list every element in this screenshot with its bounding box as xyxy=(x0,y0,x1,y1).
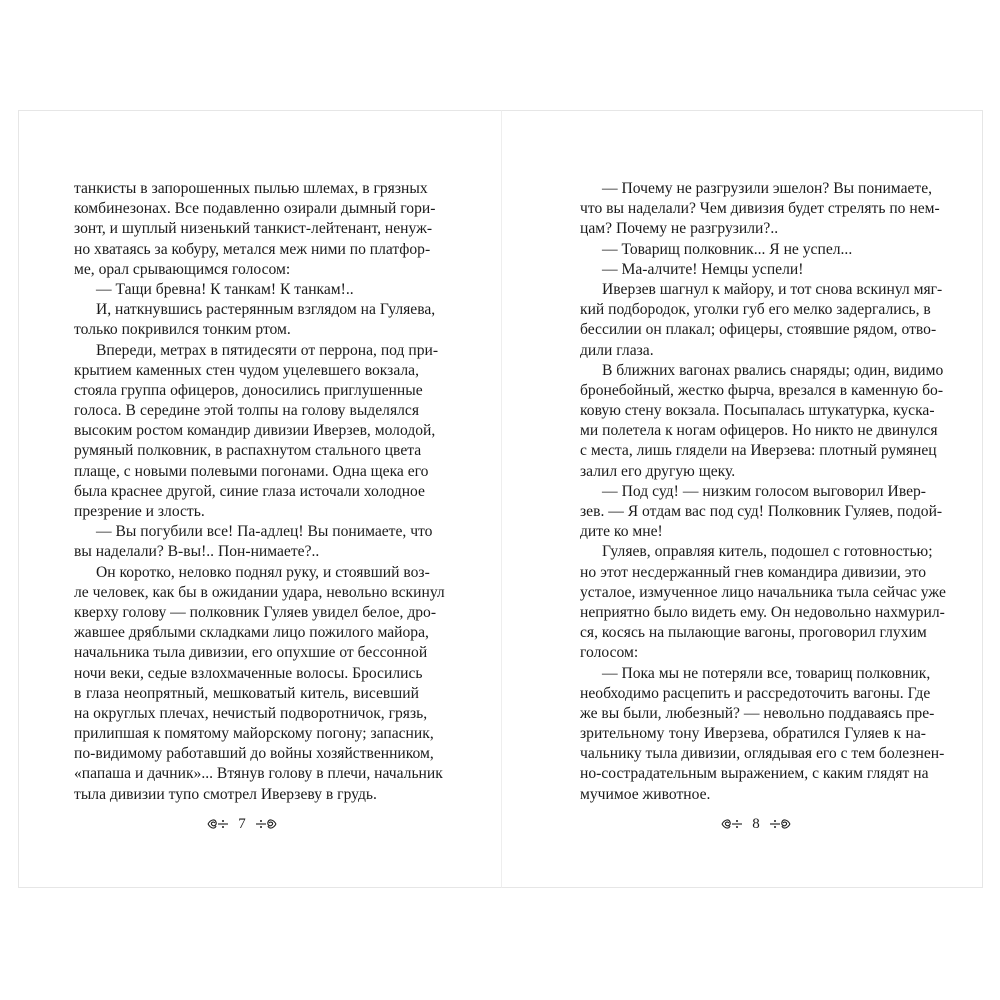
text-line: дили глаза. xyxy=(580,341,654,359)
text-line: начальника тыла дивизии, его опухшие от бессонной xyxy=(74,644,428,662)
text-line: была краснее другой, синие глаза источали холодное xyxy=(74,482,425,500)
text-line: необходимо расцепить и рассредоточить вагоны. Где xyxy=(580,684,931,702)
text-line: неприятно было видеть ему. Он недовольно нахмурил- xyxy=(580,603,945,621)
text-line: стояла группа офицеров, доносились приглушенные xyxy=(74,381,423,399)
text-line: с места, лишь глядели на Иверзева: плотный румянец xyxy=(580,442,937,460)
text-line: прилипшая к помятому майорскому погону; запасник, xyxy=(74,725,434,743)
text-line: — Товарищ полковник... Я не успел... xyxy=(602,240,853,258)
text-line: комбинезонах. Все подавленно озирали дымный гори- xyxy=(74,200,436,218)
text-line: Иверзев шагнул к майору, и тот снова вскинул мяг- xyxy=(602,280,943,298)
text-line: бронебойный, жестко фырча, врезался в каменную бо- xyxy=(580,381,944,399)
text-line: — Под суд! — низким голосом выговорил Ивер- xyxy=(602,482,926,500)
text-line: ковую стену вокзала. Посыпалась штукатурка, куска- xyxy=(580,402,935,420)
ornament-left-icon xyxy=(206,817,230,831)
text-line: танкисты в запорошенных пылью шлемах, в грязных xyxy=(74,180,428,197)
text-line: но-сострадательным выражением, с каким глядят на xyxy=(580,765,929,783)
text-line: ме, орал срывающимся голосом: xyxy=(74,260,291,278)
text-line: чальнику тыла дивизии, оглядывая его с тем болезнен- xyxy=(580,745,945,763)
text-line: зев. — Я отдам вас под суд! Полковник Гуляев, подой- xyxy=(580,503,943,520)
text-line: жавшее дряблыми складками лицо пожилого майора, xyxy=(74,624,429,642)
text-line: Впереди, метрах в пятидесяти от перрона, под при- xyxy=(96,341,439,359)
text-line: кверху голову — полковник Гуляев увидел белое, дро- xyxy=(74,603,437,621)
text-line: зрительному тону Иверзева, обратился Гуляев к на- xyxy=(580,725,926,743)
text-line: — Тащи бревна! К танкам! К танкам!.. xyxy=(96,280,354,298)
text-line: тыла дивизии тупо смотрел Иверзеву в грудь. xyxy=(74,785,377,803)
page-number: 7 xyxy=(238,815,246,832)
text-line: бессилии он плакал; офицеры, стоявшие рядом, отво- xyxy=(580,321,937,339)
page-number-left xyxy=(207,813,277,835)
ornament-right-icon xyxy=(768,817,792,831)
text-line: «папаша и дачник»... Втянув голову в плечи, начальник xyxy=(74,765,443,783)
text-line: зонт, и шуплый низенький танкист-лейтенант, ненуж- xyxy=(74,220,433,238)
right-page-text xyxy=(580,179,946,805)
text-line: крытием каменных стен чудом уцелевшего вокзала, xyxy=(74,361,419,379)
text-line: но этот несдержанный гнев командира дивизии, это xyxy=(580,563,926,581)
text-line: кий подбородок, уголки губ его мелко задергались, в xyxy=(580,301,931,319)
text-line: в глаза неопрятный, мешковатый китель, висевший xyxy=(74,684,419,702)
page-number-right xyxy=(720,813,792,835)
text-line: — Пока мы не потеряли все, товарищ полковник, xyxy=(602,664,931,682)
text-line: Он коротко, неловко поднял руку, и стоявший воз- xyxy=(96,563,430,581)
text-line: залил его другую щеку. xyxy=(580,462,736,480)
text-line: голосом: xyxy=(580,644,639,662)
text-line: И, наткнувшись растерянным взглядом на Гуляева, xyxy=(96,301,436,319)
ornament-left-icon xyxy=(720,817,744,831)
text-line: плаще, с новыми полевыми погонами. Одна щека его xyxy=(74,462,429,480)
text-line: ночи веки, седые взлохмаченные волосы. Бросились xyxy=(74,664,423,682)
text-line: ся, косясь на пылающие вагоны, проговорил глухим xyxy=(580,624,927,642)
text-line: высоким ростом командир дивизии Иверзев, молодой, xyxy=(74,422,436,440)
text-line: только покривился тонким ртом. xyxy=(74,321,291,339)
text-line: — Ма-алчите! Немцы успели! xyxy=(602,260,804,278)
text-line: вы наделали? В-вы!.. Пон-нимаете?.. xyxy=(74,543,320,561)
text-line: же вы были, любезный? — невольно поддаваясь пре- xyxy=(580,704,935,722)
ornament-right-icon xyxy=(254,817,278,831)
text-line: цам? Почему не разгрузили?.. xyxy=(580,220,779,238)
text-line: но хватаясь за кобуру, метался меж ними по платфор- xyxy=(74,240,431,258)
text-line: Гуляев, оправляя китель, подошел с готовностью; xyxy=(602,543,933,561)
text-line: — Почему не разгрузили эшелон? Вы понимаете, xyxy=(602,180,933,197)
left-page-text xyxy=(74,179,445,805)
text-line: голоса. В середине этой толпы на голову выделялся xyxy=(74,402,419,420)
text-line: В ближних вагонах рвались снаряды; один, видимо xyxy=(602,361,944,379)
text-line: усталое, измученное лицо начальника тыла сейчас уже xyxy=(580,583,946,601)
text-line: — Вы погубили все! Па-адлец! Вы понимаете, что xyxy=(96,523,433,541)
text-line: румяный полковник, в распахнутом стального цвета xyxy=(74,442,422,460)
text-line: дите ко мне! xyxy=(580,523,663,541)
text-line: ле человек, как бы в ожидании удара, невольно вскинул xyxy=(74,583,445,601)
text-line: по-видимому работавший до войны хозяйственником, xyxy=(74,745,434,763)
text-line: мучимое животное. xyxy=(580,785,711,803)
text-line: ми полетела к ногам офицеров. Но никто не двинулся xyxy=(580,422,938,440)
text-line: презрение и злость. xyxy=(74,503,205,520)
text-line: на округлых плечах, нечистый подворотничок, грязь, xyxy=(74,704,428,722)
text-line: что вы наделали? Чем дивизия будет стрелять по нем- xyxy=(580,200,940,218)
page-number: 8 xyxy=(752,815,760,832)
